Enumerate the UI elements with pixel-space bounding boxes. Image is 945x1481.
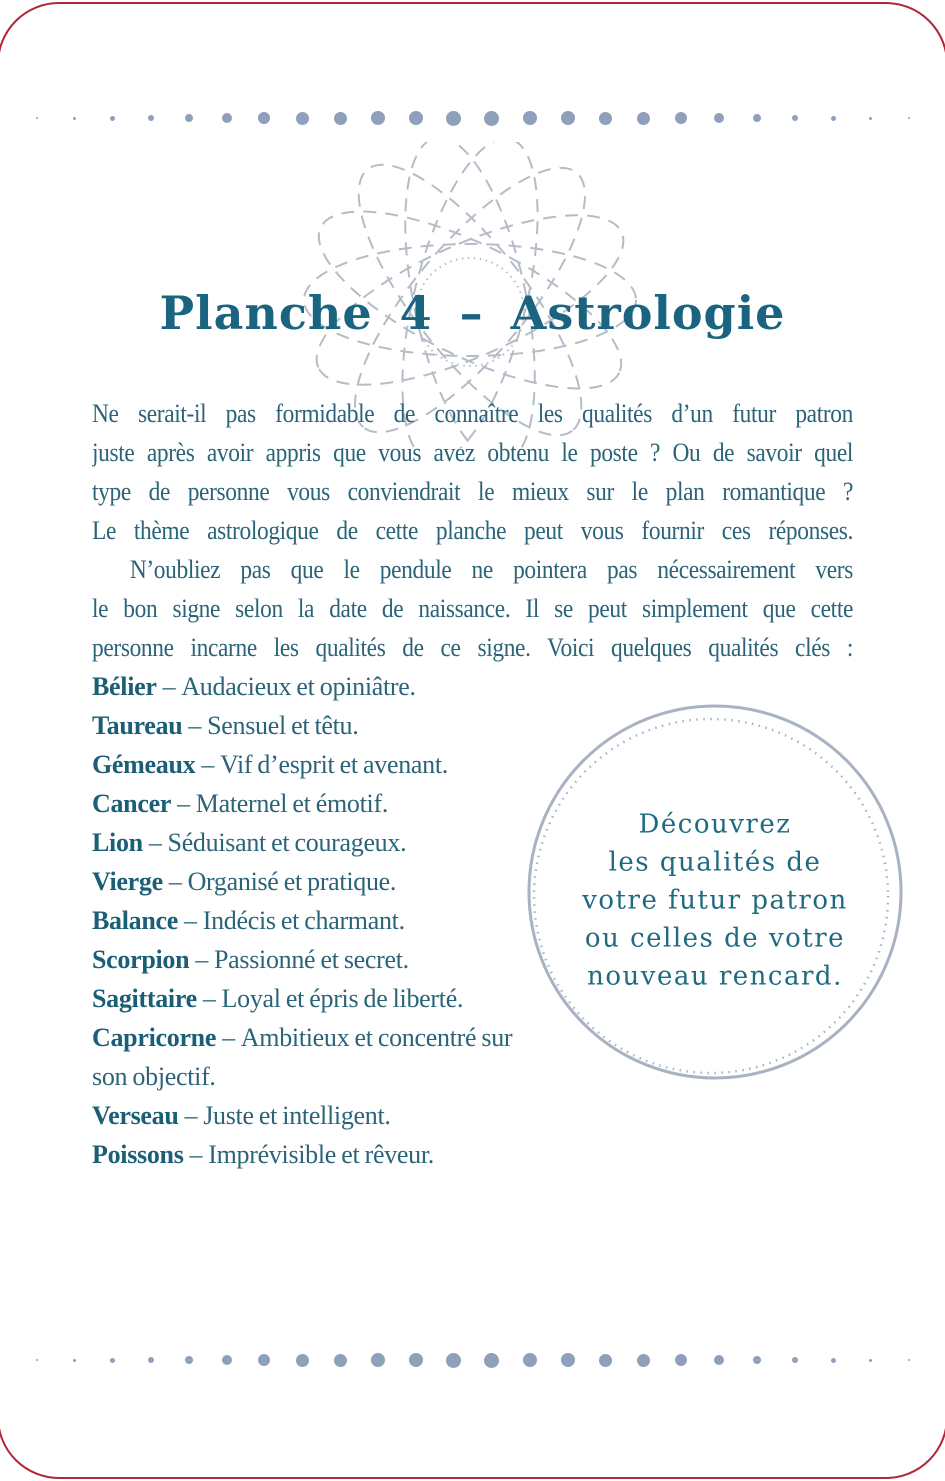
dot-icon bbox=[334, 112, 347, 125]
zodiac-name: Scorpion bbox=[92, 945, 190, 974]
dot-icon bbox=[110, 1358, 115, 1363]
dot-slot bbox=[901, 1352, 917, 1368]
dot-slot bbox=[256, 1352, 272, 1368]
dot-icon bbox=[714, 113, 724, 123]
dot-slot bbox=[446, 110, 462, 126]
dot-row-bottom bbox=[29, 1352, 917, 1368]
dot-slot bbox=[105, 1352, 121, 1368]
dot-slot bbox=[446, 1352, 462, 1368]
dot-slot bbox=[105, 110, 121, 126]
zodiac-name: Bélier bbox=[92, 672, 157, 701]
zodiac-name: Taureau bbox=[92, 711, 183, 740]
zodiac-desc: Juste et intelligent. bbox=[203, 1101, 391, 1130]
dot-slot bbox=[332, 110, 348, 126]
dot-slot bbox=[522, 1352, 538, 1368]
zodiac-separator: – bbox=[189, 1140, 203, 1169]
dot-icon bbox=[675, 112, 687, 124]
zodiac-desc: Passionné et secret. bbox=[214, 945, 409, 974]
dot-icon bbox=[753, 1356, 761, 1364]
dot-slot bbox=[863, 110, 879, 126]
dot-slot bbox=[29, 110, 45, 126]
dot-icon bbox=[258, 1354, 270, 1366]
dot-slot bbox=[749, 110, 765, 126]
dot-slot bbox=[787, 1352, 803, 1368]
dot-icon bbox=[869, 117, 872, 120]
zodiac-separator: – bbox=[162, 672, 176, 701]
zodiac-name: Sagittaire bbox=[92, 984, 197, 1013]
dot-slot bbox=[711, 1352, 727, 1368]
zodiac-name: Verseau bbox=[92, 1101, 179, 1130]
zodiac-name: Balance bbox=[92, 906, 179, 935]
intro-paragraph-1 bbox=[92, 394, 853, 550]
dot-icon bbox=[561, 1353, 575, 1367]
dot-icon bbox=[222, 1355, 232, 1365]
dot-icon bbox=[296, 112, 309, 125]
dot-icon bbox=[148, 1357, 154, 1363]
dot-slot bbox=[143, 1352, 159, 1368]
zodiac-separator: – bbox=[201, 750, 215, 779]
dot-slot bbox=[522, 110, 538, 126]
zodiac-name: Vierge bbox=[92, 867, 163, 896]
zodiac-desc: Organisé et pratique. bbox=[187, 867, 397, 896]
dot-icon bbox=[908, 117, 910, 119]
intro-paragraph-2 bbox=[92, 550, 853, 667]
dot-icon bbox=[831, 1358, 836, 1363]
zodiac-item bbox=[92, 667, 540, 706]
dot-icon bbox=[523, 111, 537, 125]
zodiac-list bbox=[92, 667, 540, 1174]
dot-slot bbox=[67, 110, 83, 126]
dot-icon bbox=[334, 1354, 347, 1367]
dot-slot bbox=[370, 110, 386, 126]
dot-icon bbox=[753, 114, 761, 122]
dot-slot bbox=[901, 110, 917, 126]
dot-icon bbox=[675, 1354, 687, 1366]
zodiac-desc: Indécis et charmant. bbox=[202, 906, 405, 935]
dot-slot bbox=[67, 1352, 83, 1368]
zodiac-item bbox=[92, 1018, 540, 1096]
zodiac-separator: – bbox=[148, 828, 162, 857]
zodiac-desc: Vif d’esprit et avenant. bbox=[220, 750, 448, 779]
paragraph-line: personne incarne les qualités de ce signe. Voici quelques qualités clés : bbox=[92, 633, 854, 662]
zodiac-item bbox=[92, 706, 540, 745]
zodiac-desc: Ambitieux et concentré sur son objectif. bbox=[92, 1023, 513, 1091]
dot-icon bbox=[446, 1353, 461, 1368]
zodiac-desc: Imprévisible et rêveur. bbox=[208, 1140, 434, 1169]
badge-text bbox=[525, 806, 905, 996]
dot-icon bbox=[792, 1357, 798, 1363]
dot-icon bbox=[258, 112, 270, 124]
dot-slot bbox=[408, 1352, 424, 1368]
dot-icon bbox=[409, 111, 423, 125]
dot-icon bbox=[446, 111, 461, 126]
zodiac-item bbox=[92, 979, 540, 1018]
dot-slot bbox=[673, 110, 689, 126]
dot-slot bbox=[294, 110, 310, 126]
zodiac-desc: Maternel et émotif. bbox=[195, 789, 389, 818]
dot-slot bbox=[825, 1352, 841, 1368]
paragraph-line: Le thème astrologique de cette planche peut vous fournir ces réponses. bbox=[92, 516, 854, 545]
dot-icon bbox=[36, 117, 38, 119]
dot-icon bbox=[296, 1354, 309, 1367]
dot-icon bbox=[561, 111, 575, 125]
zodiac-separator: – bbox=[184, 1101, 198, 1130]
dot-slot bbox=[484, 110, 500, 126]
dot-slot bbox=[484, 1352, 500, 1368]
dot-icon bbox=[831, 116, 836, 121]
zodiac-item bbox=[92, 1135, 540, 1174]
paragraph-line: juste après avoir appris que vous avez obtenu le poste ? Ou de savoir quel bbox=[92, 438, 854, 467]
dot-row-top bbox=[29, 110, 917, 126]
zodiac-name: Gémeaux bbox=[92, 750, 196, 779]
zodiac-item bbox=[92, 1096, 540, 1135]
dot-slot bbox=[181, 110, 197, 126]
badge-line: votre futur patron bbox=[582, 885, 848, 916]
zodiac-separator: – bbox=[195, 945, 208, 974]
dot-icon bbox=[792, 115, 798, 121]
dot-icon bbox=[484, 1353, 499, 1368]
zodiac-separator: – bbox=[184, 906, 197, 935]
zodiac-item bbox=[92, 784, 540, 823]
dot-slot bbox=[598, 1352, 614, 1368]
dot-icon bbox=[371, 111, 385, 125]
dot-icon bbox=[73, 1359, 76, 1362]
dot-slot bbox=[181, 1352, 197, 1368]
dot-slot bbox=[636, 1352, 652, 1368]
dot-slot bbox=[143, 110, 159, 126]
dot-slot bbox=[825, 110, 841, 126]
zodiac-separator: – bbox=[168, 867, 182, 896]
zodiac-name: Lion bbox=[92, 828, 143, 857]
dot-icon bbox=[484, 111, 499, 126]
dot-icon bbox=[36, 1359, 38, 1361]
dot-slot bbox=[863, 1352, 879, 1368]
zodiac-separator: – bbox=[177, 789, 190, 818]
dot-slot bbox=[787, 110, 803, 126]
badge-circle bbox=[525, 703, 905, 1083]
zodiac-desc: Séduisant et courageux. bbox=[167, 828, 407, 857]
page-title: Planche 4 – Astrologie bbox=[159, 286, 786, 340]
dot-icon bbox=[637, 1354, 650, 1367]
paragraph-line: le bon signe selon la date de naissance. Il se peut simplement que cette bbox=[92, 594, 854, 623]
zodiac-desc: Sensuel et têtu. bbox=[207, 711, 359, 740]
dot-slot bbox=[636, 110, 652, 126]
zodiac-name: Capricorne bbox=[92, 1023, 217, 1052]
dot-slot bbox=[408, 110, 424, 126]
zodiac-name: Poissons bbox=[92, 1140, 184, 1169]
zodiac-item bbox=[92, 940, 540, 979]
dot-slot bbox=[219, 110, 235, 126]
badge-line: les qualités de bbox=[608, 847, 822, 878]
zodiac-desc: Loyal et épris de liberté. bbox=[221, 984, 464, 1013]
paragraph-line: Ne serait-il pas formidable de connaître les qualités d’un futur patron bbox=[92, 399, 854, 428]
dot-icon bbox=[869, 1359, 872, 1362]
dot-icon bbox=[185, 1356, 193, 1364]
dot-slot bbox=[749, 1352, 765, 1368]
dot-icon bbox=[222, 113, 232, 123]
zodiac-item bbox=[92, 823, 540, 862]
dot-icon bbox=[714, 1355, 724, 1365]
dot-icon bbox=[523, 1353, 537, 1367]
dot-slot bbox=[560, 1352, 576, 1368]
dot-slot bbox=[370, 1352, 386, 1368]
dot-icon bbox=[637, 112, 650, 125]
zodiac-separator: – bbox=[222, 1023, 235, 1052]
zodiac-desc: Audacieux et opiniâtre. bbox=[181, 672, 416, 701]
zodiac-item bbox=[92, 745, 540, 784]
dot-icon bbox=[148, 115, 154, 121]
dot-icon bbox=[371, 1353, 385, 1367]
dot-slot bbox=[560, 110, 576, 126]
badge-line: ou celles de votre bbox=[584, 923, 846, 954]
dot-icon bbox=[185, 114, 193, 122]
paragraph-line: N’oubliez pas que le pendule ne pointera pas nécessairement vers bbox=[129, 555, 854, 584]
badge-line: Découvrez bbox=[638, 809, 792, 840]
dot-slot bbox=[219, 1352, 235, 1368]
dot-icon bbox=[73, 117, 76, 120]
dot-slot bbox=[598, 110, 614, 126]
zodiac-item bbox=[92, 901, 540, 940]
dot-icon bbox=[908, 1359, 910, 1361]
zodiac-name: Cancer bbox=[92, 789, 172, 818]
dot-icon bbox=[409, 1353, 423, 1367]
zodiac-separator: – bbox=[202, 984, 216, 1013]
dot-icon bbox=[110, 116, 115, 121]
dot-slot bbox=[29, 1352, 45, 1368]
zodiac-item bbox=[92, 862, 540, 901]
paragraph-line: type de personne vous conviendrait le mieux sur le plan romantique ? bbox=[92, 477, 854, 506]
dot-icon bbox=[599, 112, 612, 125]
dot-slot bbox=[332, 1352, 348, 1368]
dot-slot bbox=[711, 110, 727, 126]
zodiac-separator: – bbox=[188, 711, 202, 740]
dot-icon bbox=[599, 1354, 612, 1367]
dot-slot bbox=[256, 110, 272, 126]
dot-slot bbox=[673, 1352, 689, 1368]
dot-slot bbox=[294, 1352, 310, 1368]
badge-line: nouveau rencard. bbox=[587, 961, 843, 992]
